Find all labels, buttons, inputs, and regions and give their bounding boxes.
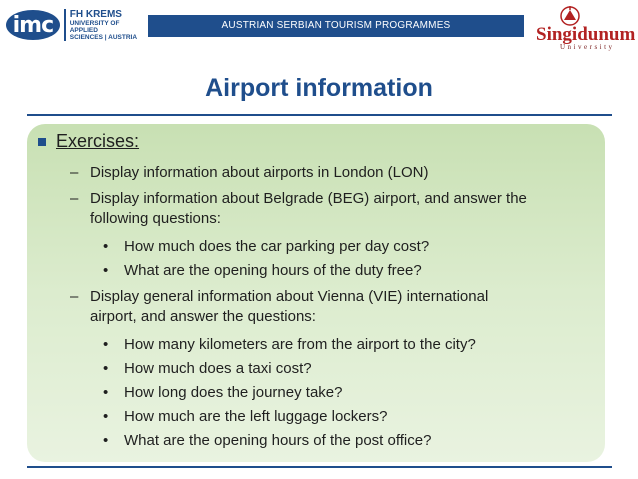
dash-marker: – [70, 164, 79, 181]
bullet-marker: • [103, 408, 109, 425]
bullet-marker: • [103, 336, 109, 353]
bullet-marker: • [103, 360, 109, 377]
question-item: How much are the left luggage lockers? [124, 408, 388, 425]
singidunum-name: Singidunum [536, 24, 636, 45]
question-item: What are the opening hours of the duty free? [124, 262, 422, 279]
exercise-item: Display information about Belgrade (BEG) airport, and answer the [90, 190, 527, 207]
imc-logo-mark: imc [6, 10, 60, 40]
bullet-marker: • [103, 432, 109, 449]
slide-title: Airport information [205, 74, 433, 102]
fh-krems-logo [6, 8, 146, 42]
exercise-item: Display general information about Vienna (VIE) international [90, 288, 489, 305]
exercise-item: Display information about airports in London (LON) [90, 164, 429, 181]
exercises-heading [38, 131, 139, 152]
fh-krems-line2: UNIVERSITY OF APPLIED [69, 20, 120, 34]
exercise-item-continuation: following questions: [90, 210, 221, 227]
bullet-marker: • [103, 262, 109, 279]
bullet-marker: • [103, 238, 109, 255]
singidunum-logo [530, 4, 636, 51]
square-bullet-icon [38, 138, 46, 146]
dash-marker: – [70, 190, 79, 207]
exercises-label: Exercises: [56, 131, 140, 151]
fh-krems-logo-text [64, 9, 146, 41]
singidunum-sub: University [560, 43, 615, 51]
header-banner: AUSTRIAN SERBIAN TOURISM PROGRAMMES [148, 15, 524, 37]
question-item: How long does the journey take? [124, 384, 343, 401]
bottom-divider [27, 466, 612, 468]
dash-marker: – [70, 288, 79, 305]
question-item: What are the opening hours of the post office? [124, 432, 432, 449]
title-divider [27, 114, 612, 116]
question-item: How much does the car parking per day cost? [124, 238, 430, 255]
question-item: How many kilometers are from the airport to the city? [124, 336, 476, 353]
question-item: How much does a taxi cost? [124, 360, 312, 377]
fh-krems-line3: SCIENCES | AUSTRIA [69, 34, 138, 41]
fh-krems-name: FH KREMS [69, 9, 122, 20]
bullet-marker: • [103, 384, 109, 401]
exercise-item-continuation: airport, and answer the questions: [90, 308, 316, 325]
